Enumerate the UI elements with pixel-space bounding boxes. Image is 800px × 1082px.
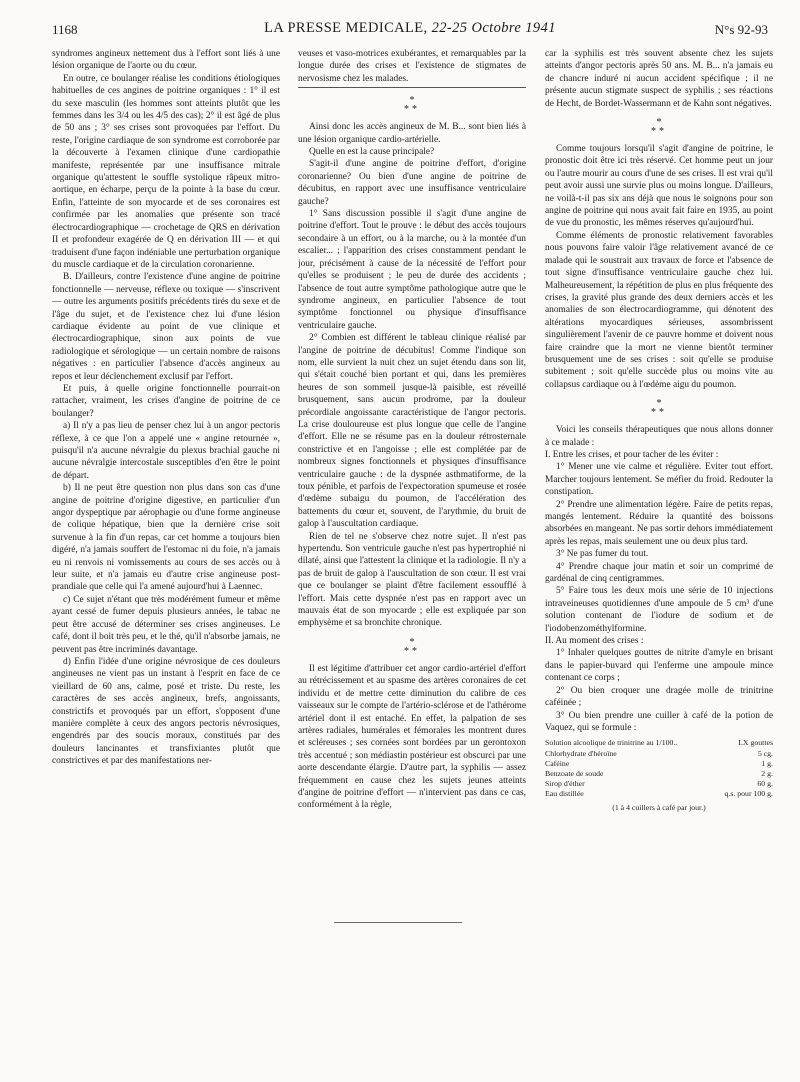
- paragraph: 2° Combien est différent le tableau clinique réalisé par l'angine de poitrine de décubitus! Comme l'indique son nom, elle survient la nuit chez un sujet étendu dans son lit, qui s'était couché bien portant et qui, dans les premières heures de son sommeil jusque-là paisible, est réveillé brusquement, sans aucun prodrome, par la douleur précordiale angoissante caractéristique de l'angor pectoris. La crise douloureuse est plus longue que celle de l'angine d'effort. Elle ne se résume pas en la douleur rétrosternale constrictive et en l'angoisse ; elle est complétée par de nombreux signes fonctionnels et physiques d'insuffisance ventriculaire gauche : de la dyspnée asthmatiforme, de la toux pénible, et parfois de l'expectoration spumeuse et rosée d'œdème subaigu du poumon, de l'accélération des battements du cœur et, souvent, de l'arythmie, du bruit de galop à l'auscultation cardiaque.: [298, 333, 526, 530]
- page-number: 1168: [52, 22, 78, 37]
- paragraph: 1° Mener une vie calme et régulière. Eviter tout effort. Marcher toujours lentement. Se méfier du froid. Redouter la constipation.: [545, 462, 773, 498]
- end-rule: [334, 922, 462, 923]
- paragraph: En outre, ce boulanger réalise les conditions étiologiques habituelles de ces angines de poitrine organiques : 1° il est du sexe masculin (les hommes sont atteints plutôt que les femmes dans les 3/4 ou les 4/5 des cas); 2° il est âgé de plus de 50 ans ; 3° ses crises sont provoquées par l'effort. Du reste, l'origine cardiaque de son syndrome est corroborée par la découverte à l'examen clinique d'une cardiopathie manifeste, représentée par une insuffisance mitrale organique qu'attestent le souffle systolique râpeux mitro-aortique, en écharpe, perçu de la pointe à la base du cœur. Enfin, l'atteinte de son myocarde et de ses coronaires est confirmée par les anomalies que présente son tracé électrocardiographique — crochetage de QRS en dérivation II et profondeur exagérée de Q en dérivation III — et qui traduisent d'une façon indéniable une perturbation organique du muscle cardiaque et de la circulation coronarienne.: [52, 73, 280, 270]
- formula-row: [545, 738, 773, 748]
- prescription-formula: [545, 738, 773, 799]
- ingredient: Benzoate de soude: [545, 768, 604, 778]
- ingredient: Solution alcoolique de trinitrine au 1/100..: [545, 738, 678, 748]
- paragraph: Voici les conseils thérapeutiques que nous allons donner à ce malade :: [545, 425, 773, 448]
- paragraph: Rien de tel ne s'observe chez notre sujet. Il n'est pas hypertendu. Son ventricule gauche n'est pas hypertrophié ni dilaté, ainsi que l'attestent la clinique et la radiologie. Il n'y a pas de bruit de galop à l'auscultation de son cœur. Il est vrai que ce boulanger se plaint d'être facilement essoufflé à l'effort. Mais cette dyspnée n'est pas en rapport avec un mauvais état de son myocarde ; elle est expliquée par son emphysème et sa bronchite chronique.: [298, 531, 526, 629]
- subsection-heading: II. Au moment des crises :: [545, 636, 644, 647]
- issue-date: 22-25 Octobre 1941: [431, 20, 556, 36]
- formula-row: [545, 779, 773, 789]
- column-3: [545, 48, 773, 908]
- formula-row: [545, 769, 773, 779]
- paragraph: 2° Prendre une alimentation légère. Faire de petits repas, mangés lentement. Réduire la quantité des boissons absorbées en mangeant. Ne pas sortir dehors immédiatement après les repas, mais seulement une ou deux plus tard.: [545, 499, 773, 547]
- paragraph: S'agit-il d'une angine de poitrine d'effort, d'origine coronarienne? Ou bien d'une angine de poitrine de décubitus, en rapport avec une insuffisance ventriculaire gauche?: [298, 159, 526, 207]
- paragraph: 1° Inhaler quelques gouttes de nitrite d'amyle en brisant dans le papier-buvard qui l'enferme une ampoule mince contenant ce corps ;: [545, 648, 773, 684]
- paragraph: Comme éléments de pronostic relativement favorables nous pouvons faire valoir l'âge relativement avancé de ce malade qui le soustrait aux travaux de force et l'absence de tout signe d'insuffisance ventriculaire gauche chez lui. Malheureusement, la répétition de plus en plus fréquente des crises, la gravité plus grande des deux derniers accès et les anomalies de son électrocardiogramme, qui dénotent des altérations myocardiques sérieuses, assombrissent singulièrement l'avenir de ce pauvre homme et doivent nous faire craindre que la mort ne vienne bientôt terminer brusquement une de ses crises : soit qu'elle se produise subitement ; soit qu'elle succède plus ou moins vite au collapsus cardiaque ou à l'œdème aigu du poumon.: [545, 230, 773, 390]
- paragraph: car la syphilis est très souvent absente chez les sujets atteints d'angor pectoris après 50 ans. M. B... n'a jamais eu de chancre induré ni aucun accident spécifique ; il ne présente aucun stigmate suspect de syphilis ; ses réactions de Hecht, de Bordet-Wassermann et de Kahn sont négatives.: [545, 49, 773, 109]
- paragraph: d) Enfin l'idée d'une origine névrosique de ces douleurs angineuses ne vient pas un instant à l'esprit en face de ce vieillard de 60 ans, calme, posé et triste. Du reste, les caractères de ses accès angineux, brefs, angoissants, constrictifs et provoqués par un effort, s'opposent d'une manière complète à ceux des angors pectoris névrosiques, engendrés par des soucis moraux, constitués par des douleurs lancinantes et transfixiantes plutôt que constrictives et par des manifestations ner-: [52, 656, 280, 767]
- paragraph: 2° Ou bien croquer une dragée molle de trinitrine caféinée ;: [545, 685, 773, 709]
- ingredient: Sirop d'éther: [545, 779, 585, 789]
- dose: 5 cg.: [757, 748, 773, 758]
- paragraph: a) Il n'y a pas lieu de penser chez lui à un angor pectoris réflexe, à ce que l'on a appelé une « angine retournée », puisqu'il n'a aucune névralgie du plexus brachial gauche ni aucune névralgie intercostale susceptibles d'en être le point de départ.: [52, 421, 280, 481]
- issue-number: N°s 92-93: [714, 22, 768, 37]
- formula-row: [545, 789, 773, 799]
- paragraph: 1° Sans discussion possible il s'agit d'une angine de poitrine d'effort. Tout le prouve : le début des accès toujours secondaire à un effort, ou à la marche, ou à la montée d'un escalier... ; l'apparition des crises constamment pendant le jour, précisément à cause de la nécessité de l'effort pour qu'elles se produisent ; le peu de durée des accidents ; l'absence de tout autre symptôme pathologique autre que le syndrome angineux, en particulier l'absence de tout symptôme fonctionnel ou physique d'insuffisance ventriculaire gauche.: [298, 209, 526, 331]
- ingredient: Eau distillée: [545, 789, 584, 799]
- dose: q.s. pour 100 g.: [724, 789, 773, 799]
- formula-row: [545, 759, 773, 769]
- section-stars: * **: [404, 636, 420, 657]
- article-columns: [52, 48, 774, 908]
- paragraph: Quelle en est la cause principale?: [309, 147, 435, 158]
- subsection-heading: I. Entre les crises, et pour tacher de les éviter :: [545, 449, 719, 460]
- paragraph: c) Ce sujet n'étant que très modérément fumeur et même ayant cessé de fumer depuis plusieurs années, le tabac ne peut être accusé de déterminer ses crises angineuses. Le café, dont il boit très peu, et le thé, qu'il n'absorbe jamais, ne peuvent pas être incriminés davantage.: [52, 594, 280, 655]
- paragraph: 4° Prendre chaque jour matin et soir un comprimé de gardénal de cinq centigrammes.: [545, 561, 773, 585]
- dose: 2 g.: [761, 768, 773, 778]
- journal-title-line: [52, 20, 768, 37]
- paragraph: 3° Ou bien prendre une cuiller à café de la potion de Vaquez, qui se formule :: [545, 710, 773, 733]
- dosage-note: (1 à 4 cuillers à café par jour.): [612, 802, 706, 812]
- paragraph: veuses et vaso-motrices exubérantes, et remarquables par la longue durée des crises et l'existence de stigmates de nervosisme chez les malades.: [298, 48, 526, 88]
- section-stars: * **: [651, 398, 667, 419]
- paragraph: 3° Ne pas fumer du tout.: [556, 549, 649, 560]
- dose: 1 g.: [761, 758, 773, 768]
- paragraph: 5° Faire tous les deux mois une série de 10 injections intraveineuses quotidiennes d'une ampoule de 5 cm³ d'une solution contenant de l'iodure de sodium et de l'iodobenzométhylformine.: [545, 586, 773, 634]
- paragraph: B. D'ailleurs, contre l'existence d'une angine de poitrine fonctionnelle — nerveuse, réflexe ou toxique — s'inscrivent — outre les arguments positifs précédents tirés du sexe et de l'âge du sujet, et de l'existence chez lui d'une lésion cardiaque évidente au point de vue clinique et électrocardiographique, sinon aux points de vue radiologique et sérologique — un certain nombre de raisons négatives : en particulier l'absence d'accès angineux au repos et leur déclenchement exclusif par l'effort.: [52, 272, 280, 382]
- dose: LX gouttes: [738, 738, 773, 748]
- paragraph: Ainsi donc les accès angineux de M. B... sont bien liés à une lésion organique cardio-artérielle.: [298, 122, 526, 145]
- section-stars: * **: [404, 95, 420, 116]
- ingredient: Caféine: [545, 758, 570, 768]
- paragraph: Et puis, à quelle origine fonctionnelle pourrait-on rattacher, vraiment, les crises d'angine de poitrine de ce boulanger?: [52, 383, 280, 419]
- formula-row: [545, 749, 773, 759]
- paragraph: syndromes angineux nettement dus à l'effort sont liés à une lésion organique de l'aorte ou du cœur.: [52, 49, 280, 72]
- section-stars: * **: [651, 117, 667, 138]
- column-2: [298, 48, 526, 908]
- ingredient: Chlorhydrate d'héroïne: [545, 748, 617, 758]
- page-header: [52, 20, 768, 40]
- paragraph: Comme toujours lorsqu'il s'agit d'angine de poitrine, le pronostic doit être ici très réservé. Cet homme peut un jour ou l'autre mourir au cours d'une de ses crises. Il est vrai qu'il peut avoir aussi une survie plus ou moins longue. D'ailleurs, ne voilà-t-il pas six ans déjà que nous le soignons pour son angine de poitrine qui nous avait fait faire en 1935, au point de vue du pronostic, les mêmes réserves qu'aujourd'hui.: [545, 144, 773, 229]
- column-1: [52, 48, 280, 908]
- paragraph: Il est légitime d'attribuer cet angor cardio-artériel d'effort au rétrécissement et au spasme des artères coronaires de cet individu et de mettre cette diminution du calibre de ces vaisseaux sur le compte de l'artério-sclérose et de l'athérome artériel dont il est entaché. En effet, la palpation de ses artères radiales, humérales et fémorales les montrent dures et scléreuses ; ses cornées sont bordées par un gerontoxon très accentué ; son médiastin postérieur est obscurci par une aorte descendante élargie. D'autre part, la syphilis — assez fréquemment en cause chez les sujets jeunes atteints d'angine de poitrine d'effort — n'intervient pas dans ce cas, conformément à la règle,: [298, 663, 526, 811]
- paragraph: b) Il ne peut être question non plus dans son cas d'une angine de poitrine d'origine digestive, en particulier d'un angor dyspeptique par aérophagie ou d'une forme angineuse de colique hépatique, bien que la dernière crise soit survenue à la fin d'un repas, car cet homme a toujours bien digéré, n'a jamais souffert de l'estomac ni du foie, n'a jamais eu ni renvois ni vomissements au cours de ses accès ou à leur suite, et n'a jamais eu d'autre crise angineuse post-prandiale que celle qui l'a amené aujourd'hui à Laennec.: [52, 483, 280, 593]
- dose: 60 g.: [757, 779, 773, 789]
- journal-title: LA PRESSE MEDICALE,: [264, 20, 428, 36]
